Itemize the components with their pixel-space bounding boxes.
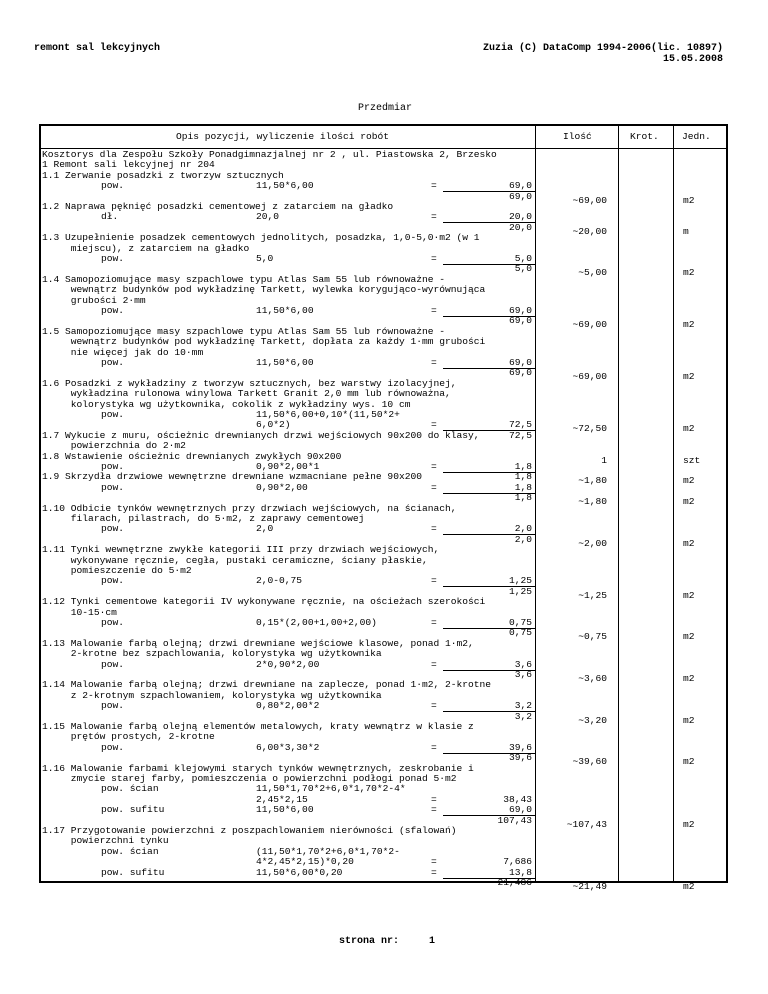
equals-sign: = [431, 523, 437, 535]
calc-expression: 2,0-0,75 [256, 575, 303, 587]
calc-value: 0,75 [508, 617, 532, 628]
description-line: filarach, pilastrach, do 5·m2, z zaprawy cementowej [42, 513, 365, 524]
equals-sign: = [431, 180, 437, 192]
quantity-value: ~21,49 [572, 881, 607, 892]
unit-value: m2 [683, 537, 695, 549]
calc-sum: 72,5 [508, 429, 532, 441]
unit-value: m2 [683, 756, 695, 768]
calc-value: 20,0 [508, 211, 532, 223]
equals-sign: = [431, 658, 437, 670]
calc-value: 13,8 [508, 866, 532, 878]
calc-value: 7,686 [503, 856, 532, 868]
unit-value: m2 [683, 475, 695, 487]
unit-value: m2 [683, 714, 695, 726]
equals-sign: = [431, 461, 437, 472]
unit-value: m2 [683, 194, 695, 206]
column-header-quantity: Ilość [563, 131, 592, 142]
description-line: z 2-krotnym szpachlowaniem, kolorystyka wg użytkownika [42, 689, 382, 701]
quantity-value: ~1,80 [578, 475, 607, 487]
calc-label: pow. [101, 575, 125, 587]
calc-label: pow. ścian [101, 783, 159, 795]
document-title-left: remont sal lekcyjnych [34, 43, 161, 54]
calc-label: pow. [101, 253, 125, 264]
description-line: wykonywane ręcznie, cegła, pustaki ceramiczne, ściany płaskie, [42, 554, 428, 566]
calc-label: pow. ścian [101, 845, 159, 857]
description-line: zmycie starej farby, pomieszczenia o powierzchni podłogi ponad 5·m2 [42, 773, 457, 784]
calc-sum: 69,0 [508, 315, 532, 327]
description-line: 1.7 Wykucie z muru, ościeżnic drewnianych drzwi wejściowych 90x200 do klasy, [42, 429, 480, 441]
description-line: Kosztorys dla Zespołu Szkoły Ponadgimnazjalnej nr 2 , ul. Piastowska 2, Brzesko [42, 149, 497, 160]
calc-sum: 21,486 [497, 877, 532, 888]
column-header-unit: Jedn. [682, 131, 711, 142]
description-line: prętów prostych, 2-krotne [42, 731, 215, 743]
quantity-value: ~107,43 [566, 818, 607, 830]
calc-expression: 11,50*6,00 [256, 804, 314, 816]
description-line: 1 Remont sali lekcyjnej nr 204 [42, 159, 215, 171]
calc-sum: 39,6 [508, 752, 532, 764]
calc-value: 5,0 [514, 253, 532, 264]
unit-value: m2 [683, 881, 695, 892]
description-line: 1.15 Malowanie farbą olejną elementów metalowych, kraty wewnątrz w klasie z [42, 721, 474, 732]
calc-expression: 4*2,45*2,15)*0,20 [256, 856, 354, 868]
calc-expression: 6,00*3,30*2 [256, 741, 320, 753]
calc-expression: 0,15*(2,00+1,00+2,00) [256, 617, 377, 628]
calc-label: pow. [101, 658, 125, 670]
equals-sign: = [431, 305, 437, 316]
quantity-value: ~5,00 [578, 267, 607, 279]
calc-expression: 11,50*6,00*0,20 [256, 866, 343, 878]
calc-value: 1,25 [508, 575, 532, 587]
equals-sign: = [431, 700, 437, 712]
description-line: miejscu), z zatarciem na gładko [42, 242, 250, 254]
calc-expression: 5,0 [256, 253, 274, 264]
calc-expression: 6,0*2) [256, 419, 291, 431]
equals-sign: = [431, 793, 437, 805]
calc-expression: 0,90*2,00 [256, 481, 308, 493]
unit-value: m2 [683, 818, 695, 830]
calc-sum: 3,2 [514, 710, 532, 722]
page-number: 1 [429, 936, 436, 947]
calc-label: pow. [101, 523, 125, 535]
description-line: 1.6 Posadzki z wykładziny z tworzyw sztucznych, bez warstwy izolacyjnej, [42, 377, 457, 389]
calc-label: pow. [101, 409, 125, 420]
unit-value: m2 [683, 423, 695, 435]
description-line: 1.8 Wstawienie ościeżnic drewnianych zwykłych 90x200 [42, 450, 342, 462]
description-line: 1.3 Uzupełnienie posadzek cementowych jednolitych, posadzka, 1,0-5,0·m2 (w 1 [42, 232, 480, 244]
calc-label: pow. [101, 180, 125, 192]
description-line: 1.17 Przygotowanie powierzchni z poszpachlowaniem nierówności (sfalowań) [42, 825, 457, 836]
description-line: 1.5 Samopoziomujące masy szpachlowe typu Atlas Sam 55 lub równoważne - [42, 325, 446, 337]
software-license: Zuzia (C) DataComp 1994-2006(lic. 10897) [482, 43, 723, 54]
description-line: 2-krotne bez szpachlowania, kolorystyka wg użytkownika [42, 648, 382, 660]
description-line: 1.2 Naprawa pęknięć posadzki cementowej z zatarciem na gładko [42, 201, 394, 212]
quantity-value: ~69,00 [572, 371, 607, 383]
calc-expression: 20,0 [256, 211, 280, 223]
description-line: 10-15·cm [42, 606, 117, 618]
column-header-multiplier: Krot. [630, 131, 659, 142]
page-title: Przedmiar [358, 103, 413, 114]
unit-value: szt [683, 454, 701, 466]
description-line: 1.9 Skrzydła drzwiowe wewnętrzne drewniane wzmacniane pełne 90x200 [42, 471, 422, 483]
unit-value: m2 [683, 589, 695, 601]
calc-sum: 69,0 [508, 367, 532, 379]
calc-label: pow. [101, 700, 125, 712]
calc-sum: 1,8 [514, 471, 532, 483]
equals-sign: = [431, 741, 437, 753]
calc-label: pow. sufitu [101, 866, 165, 878]
description-line: nie więcej jak do 10·mm [42, 346, 204, 358]
equals-sign: = [431, 804, 437, 816]
calc-label: pow. [101, 461, 125, 472]
calc-sum: 2,0 [514, 533, 532, 545]
quantity-value: ~3,20 [578, 714, 607, 726]
calc-label: pow. [101, 481, 125, 493]
calc-value: 1,8 [514, 461, 532, 472]
measurement-table [39, 124, 728, 892]
quantity-value: ~72,50 [572, 423, 607, 435]
column-header-description: Opis pozycji, wyliczenie ilości robót [176, 131, 390, 142]
description-line: 1.13 Malowanie farbą olejną; drzwi drewniane wejściowe klasowe, ponad 1·m2, [42, 637, 474, 649]
description-line: kolorystyka wg użytkownika, cokolik z wykładziny wys. 10 cm [42, 398, 411, 410]
unit-value: m2 [683, 496, 695, 508]
description-line: wykładzina rulonowa winylowa Tarkett Granit 2,0 mm lub równoważna, [42, 388, 451, 400]
quantity-value: ~39,60 [572, 756, 607, 768]
equals-sign: = [431, 866, 437, 878]
calc-sum: 1,25 [508, 585, 532, 597]
quantity-value: ~2,00 [578, 537, 607, 549]
quantity-value: ~69,00 [572, 194, 607, 206]
unit-value: m2 [683, 319, 695, 331]
description-line: pomieszczenie do 5·m2 [42, 565, 192, 576]
equals-sign: = [431, 357, 437, 368]
description-line: 1.14 Malowanie farbą olejną; drzwi drewniane na zaplecze, ponad 1·m2, 2-krotne [42, 679, 492, 691]
quantity-value: ~1,25 [578, 589, 607, 601]
calc-value: 69,0 [508, 305, 532, 316]
document-date: 15.05.2008 [662, 54, 723, 65]
page-number-label: strona nr: [339, 936, 400, 947]
unit-value: m2 [683, 267, 695, 279]
description-line: 1.11 Tynki wewnętrzne zwykłe kategorii III przy drzwiach wejściowych, [42, 544, 440, 556]
calc-label: pow. [101, 741, 125, 753]
calc-expression: 0,80*2,00*2 [256, 700, 320, 712]
description-line: 1.10 Odbicie tynków wewnętrznych przy drzwiach wejściowych, na ścianach, [42, 502, 457, 514]
calc-sum: 107,43 [497, 814, 532, 826]
description-line: powierzchnia do 2·m2 [42, 440, 186, 452]
calc-expression: 0,90*2,00*1 [256, 461, 320, 472]
calc-expression: 11,50*6,00+0,10*(11,50*2+ [256, 409, 400, 420]
equals-sign: = [431, 419, 437, 431]
equals-sign: = [431, 575, 437, 587]
calc-sum: 5,0 [514, 263, 532, 275]
description-line: 1.16 Malowanie farbami klejowymi starych tynków wewnętrznych, zeskrobanie i [42, 762, 474, 774]
calc-expression: 11,50*6,00 [256, 180, 314, 192]
calc-label: pow. sufitu [101, 804, 165, 816]
calc-sum: 1,8 [514, 492, 532, 504]
calc-value: 69,0 [508, 357, 532, 368]
calc-value: 72,5 [508, 419, 532, 431]
quantity-value: ~1,80 [578, 496, 607, 508]
quantity-value: ~3,60 [578, 673, 607, 684]
calc-sum: 0,75 [508, 627, 532, 639]
calc-expression: 11,50*6,00 [256, 357, 314, 368]
calc-value: 3,6 [514, 658, 532, 670]
description-line: powierzchni tynku [42, 835, 169, 847]
calc-value: 69,0 [508, 180, 532, 192]
calc-label: dł. [101, 211, 119, 223]
description-line: wewnątrz budynków pod wykładzinę Tarkett, dopłata za każdy 1·mm grubości [42, 336, 486, 348]
quantity-value: ~69,00 [572, 319, 607, 331]
calc-expression: 2*0,90*2,00 [256, 658, 320, 670]
description-line: 1.12 Tynki cementowe kategorii IV wykonywane ręcznie, na ościeżach szerokości [42, 596, 486, 608]
calc-expression: 2,0 [256, 523, 274, 535]
calc-label: pow. [101, 305, 125, 316]
description-line: grubości 2·mm [42, 294, 146, 306]
calc-expression: (11,50*1,70*2+6,0*1,70*2- [256, 845, 400, 857]
equals-sign: = [431, 211, 437, 223]
unit-value: m [683, 225, 689, 237]
calc-expression: 11,50*1,70*2+6,0*1,70*2-4* [256, 783, 406, 795]
calc-expression: 11,50*6,00 [256, 305, 314, 316]
unit-value: m2 [683, 673, 695, 684]
equals-sign: = [431, 253, 437, 264]
equals-sign: = [431, 481, 437, 493]
equals-sign: = [431, 617, 437, 628]
quantity-value: ~0,75 [578, 631, 607, 643]
quantity-value: ~20,00 [572, 225, 607, 237]
description-line: 1.4 Samopoziomujące masy szpachlowe typu Atlas Sam 55 lub równoważne - [42, 273, 446, 285]
description-line: wewnątrz budynków pod wykładzinę Tarkett, wylewka korygująco-wyrównująca [42, 284, 486, 296]
description-line: 1.1 Zerwanie posadzki z tworzyw sztucznych [42, 169, 284, 181]
calc-value: 69,0 [508, 804, 532, 816]
calc-value: 38,43 [503, 793, 532, 805]
calc-sum: 20,0 [508, 221, 532, 233]
equals-sign: = [431, 856, 437, 868]
calc-value: 3,2 [514, 700, 532, 712]
calc-value: 39,6 [508, 741, 532, 753]
calc-sum: 3,6 [514, 669, 532, 680]
calc-label: pow. [101, 617, 125, 628]
calc-expression: 2,45*2,15 [256, 793, 308, 805]
unit-value: m2 [683, 631, 695, 643]
quantity-value: 1 [601, 454, 607, 466]
unit-value: m2 [683, 371, 695, 383]
calc-label: pow. [101, 357, 125, 368]
calc-value: 2,0 [514, 523, 532, 535]
calc-sum: 69,0 [508, 190, 532, 202]
calc-value: 1,8 [514, 481, 532, 493]
